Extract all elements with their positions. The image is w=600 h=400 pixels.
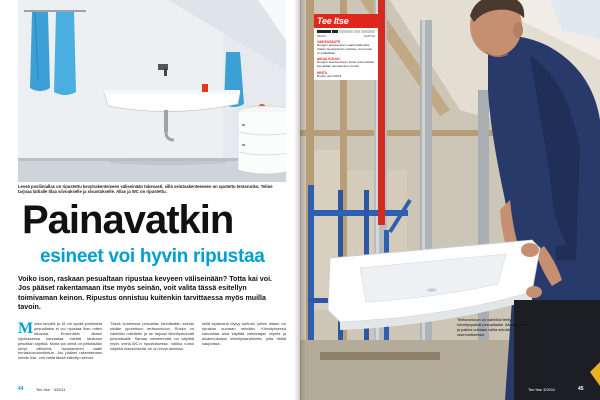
difficulty-low-label: HELPO	[317, 34, 327, 38]
difficulty-segment	[332, 30, 339, 33]
page-number: 45	[578, 386, 584, 392]
info-title: VAIKEUSASTE	[317, 40, 341, 44]
body-column-2: Tässä kohteessa pesuallas kiinnitetään seinän sisään upotettuun teräsrunkoon. Runko on valmiiksi mitoitettu ja se tarjoaa kiinnityskohdat pesualtaalle. Samaa menetelmää voi käyttää myös seinä-WC:n ripustuksessa. Vaikka runko näyttää massiiviselta, se on kevyt asentaa.	[110, 322, 194, 351]
article-headline: Painavatkin	[22, 198, 234, 242]
info-text: Rungon asentamiseen kuluu puoli päivää, itse altaan asentaminen tunnin.	[317, 60, 375, 69]
difficulty-segment	[361, 30, 368, 33]
body-column-1-text: onta kevyttä ja 18 cm syvää posliinista pesuallasta ei voi ripustaa ihan miten tahansa. Ensinnäkin altaan sijoituksessa kannattaa miettiä tarkkaan pesutilan käyttöä. Mutta jos seinä on pelkästään kevyt väliseinä, ripustaminen vaatii ennakkosuunnittelua. Jos pääset rakentamaan seinän itse, voit valita tässä esitellyn keinon.	[18, 322, 102, 361]
difficulty-segment	[317, 30, 324, 33]
difficulty-high-label: VAATIVA	[363, 34, 375, 38]
info-text: Runko noin 200 €.	[317, 73, 343, 78]
info-title: HINTA	[317, 70, 327, 75]
photo-caption: Leveä posliiniallas on ripustettu kevytrakenteiseen väliseinään tukevasti, sillä seinärakenteeseen on upotettu teräsrunko. Teline tarjoaa lattialle tilaa siivoukselle ja sisustukselle. Allas ja WC on ripustettu.	[18, 184, 273, 195]
spine-gutter	[294, 0, 306, 400]
photo-caption: Teräsrunkoon on valmiiksi tehty kiinnityspaikat pesualtaalle. Altaan korkeus ja paikka voidaan valita seinää rakennettaessa.	[457, 317, 531, 337]
drop-cap: M	[18, 322, 34, 337]
right-page-footer	[300, 386, 600, 394]
difficulty-segment	[346, 30, 353, 33]
left-page-footer	[18, 386, 286, 394]
right-page	[300, 0, 600, 400]
page-number: 44	[18, 386, 24, 392]
difficulty-segment	[368, 30, 375, 33]
difficulty-segment	[354, 30, 361, 33]
difficulty-bar	[317, 30, 375, 33]
info-section-time	[314, 56, 378, 70]
tee-itse-info-box	[314, 14, 378, 80]
difficulty-meter	[314, 28, 378, 39]
difficulty-segment	[339, 30, 346, 33]
info-title: AIKAA KULUU	[317, 57, 340, 62]
info-section-difficulty	[314, 39, 378, 56]
issue-label: Tee Itse · 3/2011	[36, 386, 66, 392]
info-section-price	[314, 70, 378, 80]
issue-label: Tee Itse 3/2011	[528, 386, 556, 392]
body-column-3: kellä kipsiseinä löytyy tuetusti, jolloin altaan voi ripustaa suoraan seinään. Kiinnityksessä kannattaa aina käyttää valmistajan ohjeita ja asianmukaisia kiinnitystarvikkeita, joita riittää kaupoissa.	[202, 322, 286, 346]
info-text: Rungon asentaminen vaatii tarkkuutta. Altaan ripustaminen onnistuu, kun runko on paikallaan.	[317, 43, 373, 55]
bathroom-photo	[18, 0, 286, 182]
body-column-1	[18, 322, 102, 380]
tee-itse-header: Tee Itse	[314, 14, 378, 28]
difficulty-segment	[324, 30, 331, 33]
article-subheadline: esineet voi hyvin ripustaa	[40, 246, 265, 267]
body-text-columns	[18, 322, 286, 380]
article-lead: Voiko ison, raskaan pesualtaan ripustaa kevyeen väliseinään? Totta kai voi. Jos pääset rakentamaan itse myös seinän, voit valita tässä esitellyn toimivaman keinon. Ripustus onnistuu kuitenkin tarvittaessa myös muilla tavoin.	[18, 275, 273, 311]
